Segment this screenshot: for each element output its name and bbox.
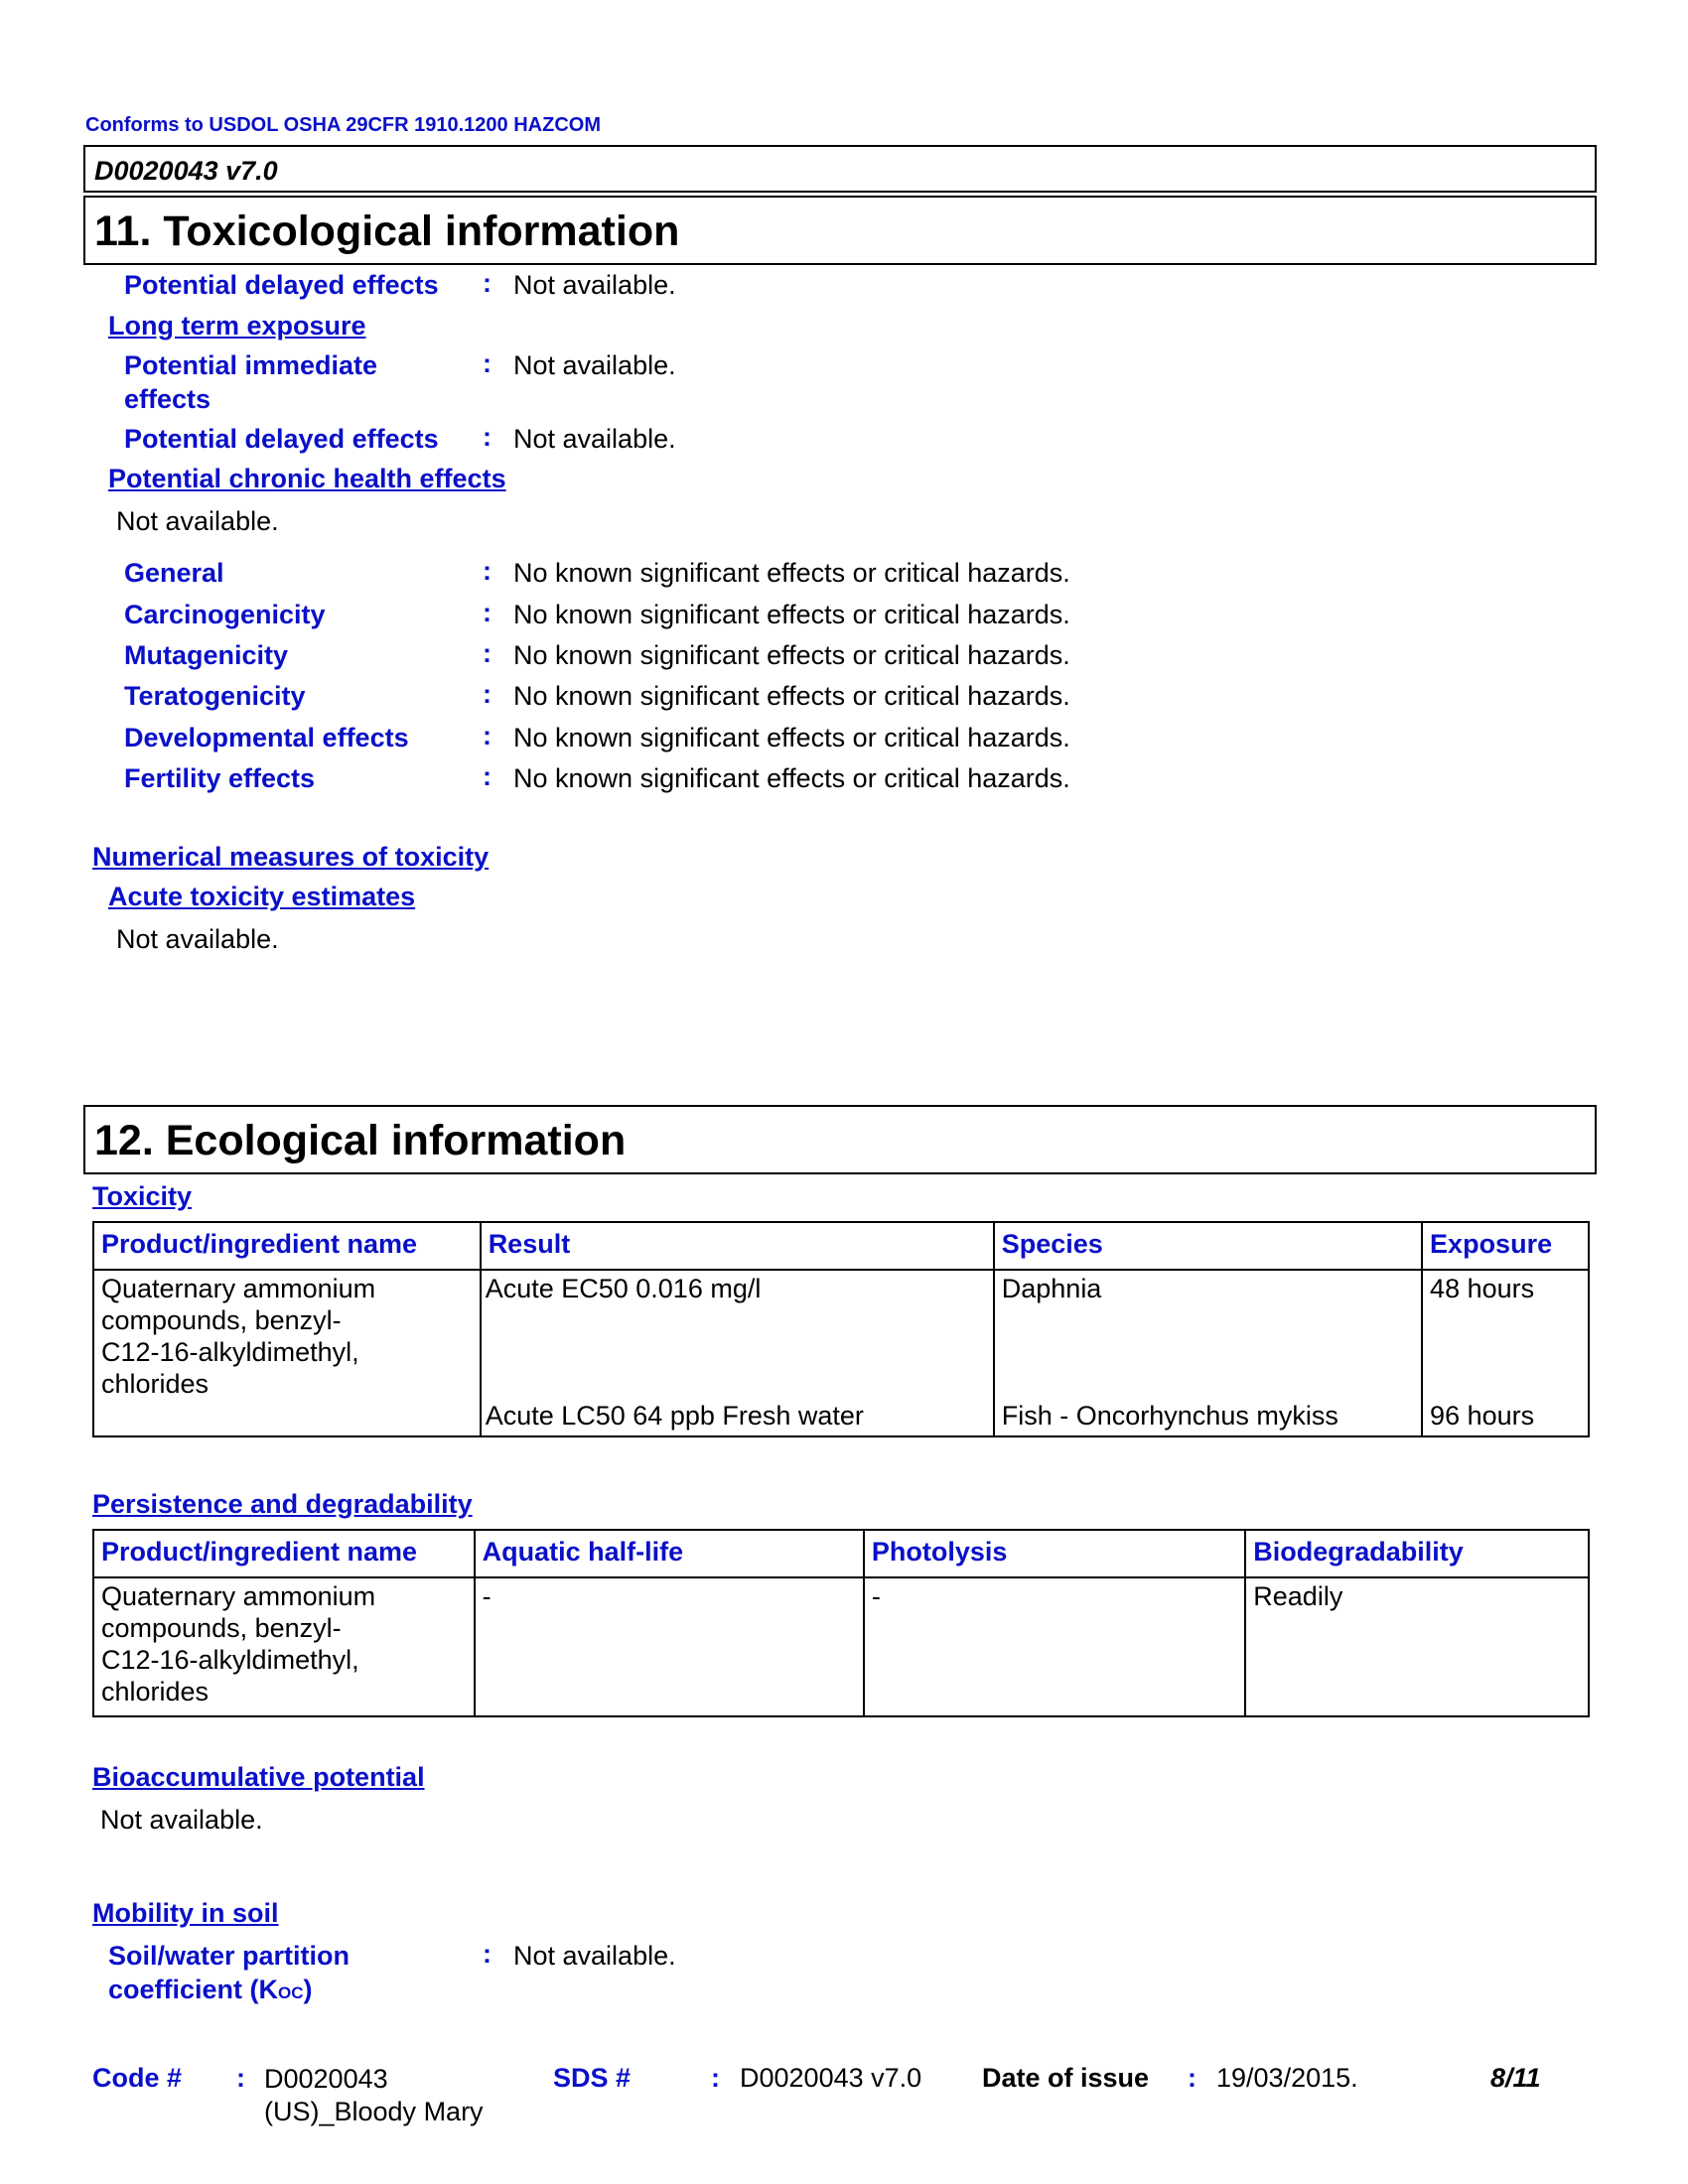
species-value: Daphnia [1001, 1274, 1102, 1303]
effect-label-fertility: Fertility effects [124, 763, 316, 793]
colon: : [483, 422, 492, 452]
potential-immediate-effects-value: Not available. [513, 350, 676, 380]
column-header: Photolysis [864, 1530, 1245, 1577]
colon: : [483, 638, 492, 668]
colon: : [483, 761, 492, 791]
persistence-table [92, 1529, 1590, 1717]
conformance-note: Conforms to USDOL OSHA 29CFR 1910.1200 HAZCOM [85, 114, 601, 136]
ingredient-line: compounds, benzyl- [101, 1613, 342, 1643]
effect-label-developmental: Developmental effects [124, 723, 409, 752]
footer-date-label: Date of issue [982, 2063, 1150, 2093]
bioaccumulative-heading: Bioaccumulative potential [92, 1762, 425, 1792]
result-value: Acute EC50 0.016 mg/l [485, 1274, 762, 1303]
colon: : [483, 1939, 492, 1969]
long-term-exposure-heading: Long term exposure [108, 311, 366, 341]
section-11-header [83, 196, 1597, 265]
ingredient-line: Quaternary ammonium [101, 1581, 376, 1611]
table-header-row [93, 1530, 1589, 1577]
bioaccumulative-value: Not available. [100, 1805, 263, 1835]
column-header: Biodegradability [1245, 1530, 1589, 1577]
effect-label-teratogenicity: Teratogenicity [124, 681, 306, 711]
toxicity-table [92, 1221, 1590, 1437]
label-line-1: Soil/water partition [108, 1941, 351, 1971]
footer-code-value [264, 2063, 484, 2128]
chronic-health-value: Not available. [116, 506, 279, 536]
colon: : [236, 2063, 245, 2093]
exposure-cell [1422, 1270, 1589, 1436]
effect-value-mutagenicity: No known significant effects or critical hazards. [513, 640, 1070, 670]
footer-code-label: Code # [92, 2063, 183, 2093]
effect-label-general: General [124, 558, 224, 588]
table-row [93, 1270, 1589, 1436]
biodegradability-cell: Readily [1245, 1577, 1589, 1716]
soil-partition-value: Not available. [513, 1941, 676, 1971]
exposure-value: 48 hours [1430, 1274, 1535, 1303]
acute-toxicity-value: Not available. [116, 924, 279, 954]
footer-date-value: 19/03/2015. [1216, 2063, 1358, 2093]
soil-partition-label [108, 1939, 350, 2010]
label-text: coefficient (K [108, 1975, 279, 2004]
numerical-measures-heading: Numerical measures of toxicity [92, 842, 490, 872]
column-header: Result [481, 1222, 994, 1270]
column-header: Aquatic half-life [475, 1530, 864, 1577]
effect-label-carcinogenicity: Carcinogenicity [124, 600, 326, 629]
label-line-1: Potential immediate [124, 350, 378, 380]
ingredient-line: compounds, benzyl- [101, 1305, 342, 1335]
effect-value-developmental: No known significant effects or critical hazards. [513, 723, 1070, 752]
colon: : [483, 348, 492, 378]
effect-label-mutagenicity: Mutagenicity [124, 640, 289, 670]
document-id-box [83, 145, 1597, 193]
section-12-title: 12. Ecological information [94, 1117, 627, 1164]
colon: : [483, 721, 492, 751]
column-header: Species [994, 1222, 1422, 1270]
ingredient-line: C12-16-alkyldimethyl, [101, 1337, 359, 1367]
mobility-heading: Mobility in soil [92, 1898, 279, 1928]
species-value: Fish - Oncorhynchus mykiss [1001, 1401, 1338, 1431]
page-number: 8/11 [1490, 2063, 1541, 2093]
footer-sds-label: SDS # [553, 2063, 632, 2093]
colon: : [711, 2063, 720, 2093]
potential-delayed-effects-value: Not available. [513, 270, 676, 300]
potential-delayed-effects-label: Potential delayed effects [124, 270, 439, 300]
column-header: Product/ingredient name [93, 1530, 475, 1577]
potential-delayed-effects-label-2: Potential delayed effects [124, 424, 439, 454]
colon: : [483, 598, 492, 627]
column-header: Exposure [1422, 1222, 1589, 1270]
footer-sds-value: D0020043 v7.0 [740, 2063, 922, 2093]
label-subscript: OC [278, 1983, 304, 2002]
potential-delayed-effects-value-2: Not available. [513, 424, 676, 454]
effect-value-fertility: No known significant effects or critical hazards. [513, 763, 1070, 793]
colon: : [483, 679, 492, 709]
potential-immediate-effects-label [124, 348, 377, 416]
exposure-value: 96 hours [1430, 1401, 1535, 1431]
persistence-heading: Persistence and degradability [92, 1489, 473, 1519]
ingredient-line: C12-16-alkyldimethyl, [101, 1645, 359, 1675]
code-line-1: D0020043 [264, 2064, 388, 2094]
half-life-cell: - [475, 1577, 864, 1716]
table-row [93, 1577, 1589, 1716]
chronic-health-heading: Potential chronic health effects [108, 464, 506, 493]
label-text: ) [303, 1975, 313, 2004]
section-11-title: 11. Toxicological information [94, 207, 680, 255]
document-id: D0020043 v7.0 [94, 156, 278, 186]
code-line-2: (US)_Bloody Mary [264, 2097, 484, 2126]
effect-value-carcinogenicity: No known significant effects or critical hazards. [513, 600, 1070, 629]
column-header: Product/ingredient name [93, 1222, 481, 1270]
ingredient-cell [93, 1577, 475, 1716]
colon: : [483, 556, 492, 586]
ingredient-cell [93, 1270, 481, 1436]
result-cell [481, 1270, 994, 1436]
table-header-row [93, 1222, 1589, 1270]
ingredient-line: chlorides [101, 1369, 210, 1399]
acute-toxicity-heading: Acute toxicity estimates [108, 882, 416, 911]
ingredient-line: Quaternary ammonium [101, 1274, 376, 1303]
effect-value-general: No known significant effects or critical hazards. [513, 558, 1070, 588]
colon: : [483, 268, 492, 298]
result-value: Acute LC50 64 ppb Fresh water [485, 1401, 864, 1431]
ingredient-line: chlorides [101, 1677, 210, 1706]
label-line-2: effects [124, 384, 211, 414]
photolysis-cell: - [864, 1577, 1245, 1716]
effect-value-teratogenicity: No known significant effects or critical hazards. [513, 681, 1070, 711]
label-line-2 [108, 1973, 350, 2010]
species-cell [994, 1270, 1422, 1436]
section-12-header [83, 1105, 1597, 1174]
colon: : [1188, 2063, 1196, 2093]
toxicity-heading: Toxicity [92, 1181, 193, 1211]
